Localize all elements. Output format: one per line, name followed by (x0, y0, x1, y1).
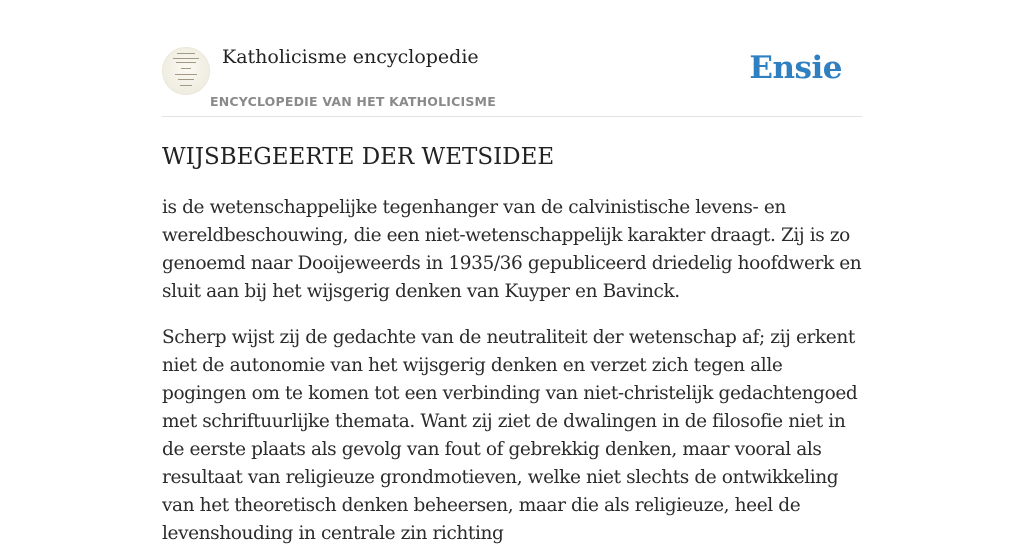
article-title: WIJSBEGEERTE DER WETSIDEE (162, 144, 555, 170)
site-name-link[interactable]: Katholicisme encyclopedie (222, 46, 479, 68)
ensie-logo-link[interactable]: Ensie (749, 50, 842, 86)
site-header (162, 0, 862, 117)
content-container (162, 0, 862, 548)
article-paragraph: is de wetenschappelijke tegenhanger van de calvinistische levens- en wereldbeschouwing, die een niet-wetenschappelijk karakter draagt. Zij is zo genoemd naar Dooijeweerds in 1935/36 gepubliceerd driedelig hoofdwerk en sluit aan bij het wijsgerig denken van Kuyper en Bavinck. (162, 197, 862, 302)
encyclopedia-cover-image[interactable] (162, 47, 210, 95)
article (162, 144, 862, 548)
article-body (162, 194, 862, 548)
article-paragraph: Scherp wijst zij de gedachte van de neutraliteit der wetenschap af; zij erkent niet de autonomie van het wijsgerig denken en verzet zich tegen alle pogingen om te komen tot een verbinding van niet-christelijk gedachtengoed met schriftuurlijke themata. Want zij ziet de dwalingen in de filosofie niet in de eerste plaats als gevolg van fout of gebrekkig denken, maar vooral als resultaat van religieuze grondmotieven, welke niet slechts de ontwikkeling van het theoretisch denken beheersen, maar die als religieuze, heel de levenshouding in centrale zin richting (162, 327, 858, 544)
site-subtitle: ENCYCLOPEDIE VAN HET KATHOLICISME (210, 94, 496, 109)
